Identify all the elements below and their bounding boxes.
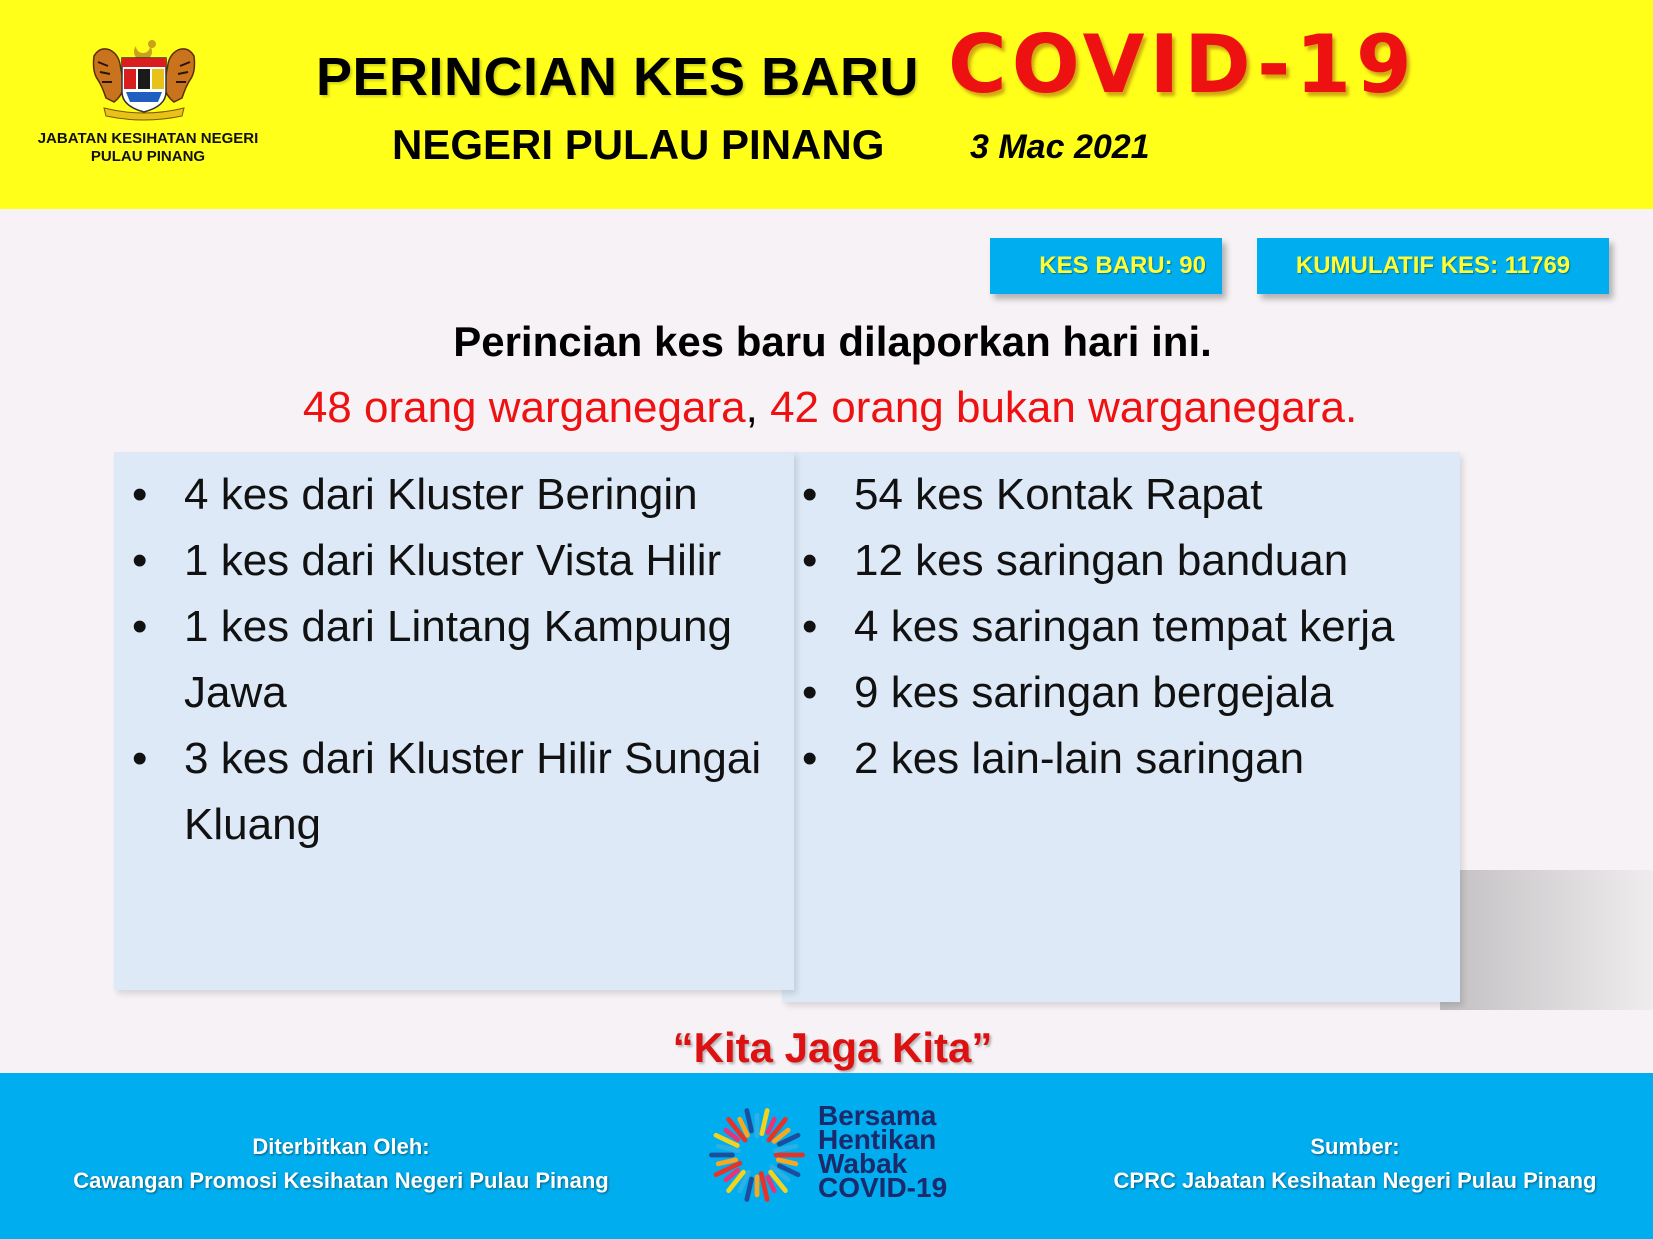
burst-ray (747, 1179, 752, 1199)
cluster-case-list (114, 462, 784, 858)
new-cases-badge: KES BARU: 90 (990, 238, 1222, 294)
burst-ray (718, 1160, 736, 1164)
list-item: • 2 kes lain-lain saringan (784, 726, 1424, 792)
campaign-line3: Wabak (818, 1148, 908, 1179)
source-label: Sumber: (1310, 1134, 1400, 1159)
summary-period: . (1344, 383, 1358, 432)
list-item: • 9 kes saringan bergejala (784, 660, 1424, 726)
burst-ray (776, 1146, 796, 1151)
agency-name (22, 130, 274, 166)
motto: “Kita Jaga Kita” (672, 1024, 993, 1071)
list-item: • 4 kes dari Kluster Beringin (114, 462, 784, 528)
publisher-label: Diterbitkan Oleh: (252, 1134, 430, 1159)
cumulative-cases-badge: KUMULATIF KES: 11769 (1257, 238, 1609, 294)
campaign-line1: Bersama (818, 1100, 937, 1131)
burst-ray (778, 1160, 796, 1164)
list-item: • 1 kes dari Kluster Vista Hilir (114, 528, 784, 594)
page-title: PERINCIAN KES BARU (316, 47, 920, 107)
campaign-logo-text (818, 1100, 988, 1203)
source-name: CPRC Jabatan Kesihatan Negeri Pulau Pinang (1113, 1168, 1597, 1193)
citizens-count: 48 orang warganegara (302, 383, 746, 432)
screening-case-list (784, 462, 1424, 792)
campaign-line4: COVID-19 (818, 1172, 948, 1203)
agency-name-line2: PULAU PINANG (90, 148, 206, 165)
panel-shadow (1440, 870, 1653, 1010)
burst-ray (768, 1119, 775, 1133)
report-date: 3 Mac 2021 (970, 128, 1150, 166)
burst-ray (747, 1111, 752, 1131)
citizenship-summary (0, 383, 1653, 433)
list-item: • 4 kes saringan tempat kerja (784, 594, 1424, 660)
campaign-line2: Hentikan (818, 1124, 937, 1155)
non-citizens-count: 42 orang bukan warganegara (770, 383, 1345, 432)
agency-name-line1: JABATAN KESIHATAN NEGERI (37, 130, 259, 147)
list-item: • 3 kes dari Kluster Hilir Sungai Kluang (114, 726, 784, 858)
state-subtitle: NEGERI PULAU PINANG (392, 121, 885, 168)
list-item: • 12 kes saringan banduan (784, 528, 1424, 594)
details-heading: Perincian kes baru dilaporkan hari ini. (453, 318, 1212, 365)
coat-of-arms-logo (84, 36, 204, 124)
covid-title: COVID-19 (948, 18, 1417, 111)
list-item: • 54 kes Kontak Rapat (784, 462, 1424, 528)
publisher-name: Cawangan Promosi Kesihatan Negeri Pulau Pinang (73, 1168, 609, 1193)
list-item: • 1 kes dari Lintang Kampung Jawa (114, 594, 784, 726)
summary-separator: , (745, 383, 758, 432)
campaign-burst-icon (700, 1098, 814, 1212)
